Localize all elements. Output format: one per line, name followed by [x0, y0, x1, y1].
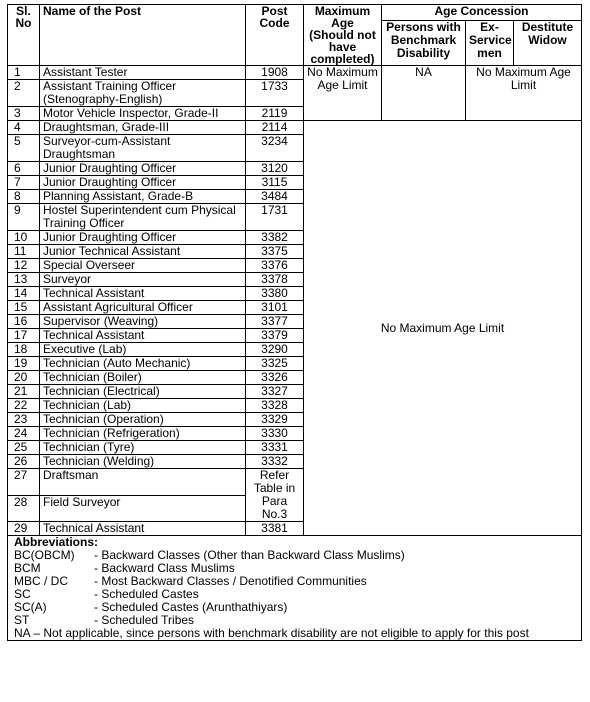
post-code-cell: 3327 [246, 385, 304, 399]
sl-no-cell: 22 [8, 399, 40, 413]
concession-no-limit-cell: No Maximum Age Limit [466, 66, 582, 121]
sl-no-cell: 12 [8, 259, 40, 273]
post-code-cell: 2119 [246, 107, 304, 121]
post-name-cell: Executive (Lab) [40, 343, 246, 357]
table-row [8, 121, 582, 135]
post-code-cell: 3376 [246, 259, 304, 273]
abbreviations-cell [8, 536, 582, 641]
post-name-cell: Technician (Auto Mechanic) [40, 357, 246, 371]
na-note: NA – Not applicable, since persons with benchmark disability are not eligible to apply for this post [14, 626, 529, 640]
post-code-cell: Refer Table in Para No.3 [246, 469, 304, 522]
sl-no-cell: 27 [8, 469, 40, 496]
sl-no-cell: 21 [8, 385, 40, 399]
sl-no-cell: 28 [8, 495, 40, 522]
post-name-cell: Motor Vehicle Inspector, Grade-II [40, 107, 246, 121]
sl-no-cell: 8 [8, 190, 40, 204]
post-name-cell: Hostel Superintendent cum Physical Training Officer [40, 204, 246, 231]
post-name-cell: Technician (Electrical) [40, 385, 246, 399]
header-row-1 [8, 5, 582, 21]
post-code-cell: 3326 [246, 371, 304, 385]
post-code-cell: 3377 [246, 315, 304, 329]
post-code-cell: 3332 [246, 455, 304, 469]
post-name-cell: Supervisor (Weaving) [40, 315, 246, 329]
sl-no-cell: 10 [8, 231, 40, 245]
abbreviation-key: BC(OBCM) [14, 548, 75, 562]
post-code-cell: 3101 [246, 301, 304, 315]
post-name-cell: Technician (Operation) [40, 413, 246, 427]
post-name-cell: Draughtsman, Grade-III [40, 121, 246, 135]
abbreviations-row [8, 536, 582, 641]
post-name-cell: Junior Draughting Officer [40, 231, 246, 245]
abbreviations-title: Abbreviations: [14, 535, 99, 549]
no-maximum-age-limit-cell: No Maximum Age Limit [304, 121, 582, 536]
post-name-cell: Technician (Tyre) [40, 441, 246, 455]
post-code-cell: 3382 [246, 231, 304, 245]
post-name-cell: Surveyor [40, 273, 246, 287]
age-concession-header: Age Concession [382, 5, 582, 21]
abbreviation-key: MBC / DC [14, 574, 68, 588]
sl-no-cell: 29 [8, 522, 40, 536]
abbreviation-value: - Scheduled Castes (Arunthathiyars) [94, 600, 288, 614]
post-code-cell: 1731 [246, 204, 304, 231]
sl-no-cell: 11 [8, 245, 40, 259]
sl-no-cell: 19 [8, 357, 40, 371]
sl-no-cell: 7 [8, 176, 40, 190]
post-name-cell: Special Overseer [40, 259, 246, 273]
sl-no-cell: 24 [8, 427, 40, 441]
post-name-cell: Technician (Lab) [40, 399, 246, 413]
sl-no-cell: 20 [8, 371, 40, 385]
post-name-cell: Junior Draughting Officer [40, 176, 246, 190]
abbreviation-value: - Scheduled Tribes [94, 613, 195, 627]
post-code-cell: 3380 [246, 287, 304, 301]
post-name-cell: Technician (Boiler) [40, 371, 246, 385]
post-code-cell: 1733 [246, 80, 304, 107]
sl-no-cell: 4 [8, 121, 40, 135]
pwbd-na-cell: NA [382, 66, 466, 121]
post-code-cell: 3120 [246, 162, 304, 176]
sl-no-cell: 13 [8, 273, 40, 287]
post-name-cell: Technical Assistant [40, 329, 246, 343]
sl-no-cell: 1 [8, 66, 40, 80]
post-name-cell: Field Surveyor [40, 495, 246, 522]
sl-no-cell: 5 [8, 135, 40, 162]
sl-no-cell: 25 [8, 441, 40, 455]
post-name-cell: Surveyor-cum-Assistant Draughtsman [40, 135, 246, 162]
abbreviation-key: ST [14, 613, 30, 627]
post-name-header: Name of the Post [40, 5, 246, 66]
post-code-cell: 1908 [246, 66, 304, 80]
document-page [7, 4, 581, 641]
pwbd-header: Persons with Benchmark Disability [382, 20, 466, 65]
sl-no-cell: 26 [8, 455, 40, 469]
post-name-cell: Junior Draughting Officer [40, 162, 246, 176]
sl-no-cell: 3 [8, 107, 40, 121]
post-name-cell: Technician (Welding) [40, 455, 246, 469]
post-name-cell: Technical Assistant [40, 522, 246, 536]
post-code-cell: 3381 [246, 522, 304, 536]
abbreviation-value: - Backward Class Muslims [94, 561, 235, 575]
post-name-cell: Planning Assistant, Grade-B [40, 190, 246, 204]
post-code-cell: 3328 [246, 399, 304, 413]
sl-no-cell: 17 [8, 329, 40, 343]
post-code-cell: 3329 [246, 413, 304, 427]
post-code-cell: 3378 [246, 273, 304, 287]
post-code-cell: 3234 [246, 135, 304, 162]
sl-no-cell: 16 [8, 315, 40, 329]
abbreviation-key: SC(A) [14, 600, 47, 614]
abbreviation-value: - Scheduled Castes [94, 587, 199, 601]
ex-servicemen-header: Ex- Service men [466, 20, 514, 65]
post-code-cell: 2114 [246, 121, 304, 135]
post-code-header: Post Code [246, 5, 304, 66]
sl-no-cell: 2 [8, 80, 40, 107]
sl-no-cell: 6 [8, 162, 40, 176]
post-name-cell: Assistant Agricultural Officer [40, 301, 246, 315]
post-code-cell: 3379 [246, 329, 304, 343]
maximum-age-header [304, 5, 382, 66]
abbreviation-value: - Backward Classes (Other than Backward Class Muslims) [94, 548, 405, 562]
table-row [8, 66, 582, 80]
post-code-cell: 3330 [246, 427, 304, 441]
post-code-cell: 3325 [246, 357, 304, 371]
sl-no-cell: 14 [8, 287, 40, 301]
sl-no-cell: 9 [8, 204, 40, 231]
destitute-widow-header: Destitute Widow [514, 20, 582, 65]
sl-no-cell: 23 [8, 413, 40, 427]
abbreviation-value: - Most Backward Classes / Denotified Communities [94, 574, 367, 588]
post-name-cell: Junior Technical Assistant [40, 245, 246, 259]
post-name-cell: Technical Assistant [40, 287, 246, 301]
sl-no-header: Sl. No [8, 5, 40, 66]
sl-no-cell: 15 [8, 301, 40, 315]
post-name-cell: Assistant Training Officer (Stenography-English) [40, 80, 246, 107]
post-code-cell: 3115 [246, 176, 304, 190]
abbreviation-key: BCM [14, 561, 41, 575]
post-code-cell: 3484 [246, 190, 304, 204]
post-code-cell: 3290 [246, 343, 304, 357]
age-limit-table [7, 4, 582, 641]
post-code-cell: 3331 [246, 441, 304, 455]
max-age-no-limit-cell: No Maximum Age Limit [304, 66, 382, 121]
abbreviations-list [14, 549, 575, 627]
abbreviation-key: SC [14, 587, 31, 601]
maximum-age-header-text: Maximum Age (Should not have completed) [309, 4, 376, 66]
table-body [8, 66, 582, 536]
post-code-cell: 3375 [246, 245, 304, 259]
post-name-cell: Technician (Refrigeration) [40, 427, 246, 441]
post-name-cell: Assistant Tester [40, 66, 246, 80]
sl-no-cell: 18 [8, 343, 40, 357]
post-name-cell: Draftsman [40, 469, 246, 496]
